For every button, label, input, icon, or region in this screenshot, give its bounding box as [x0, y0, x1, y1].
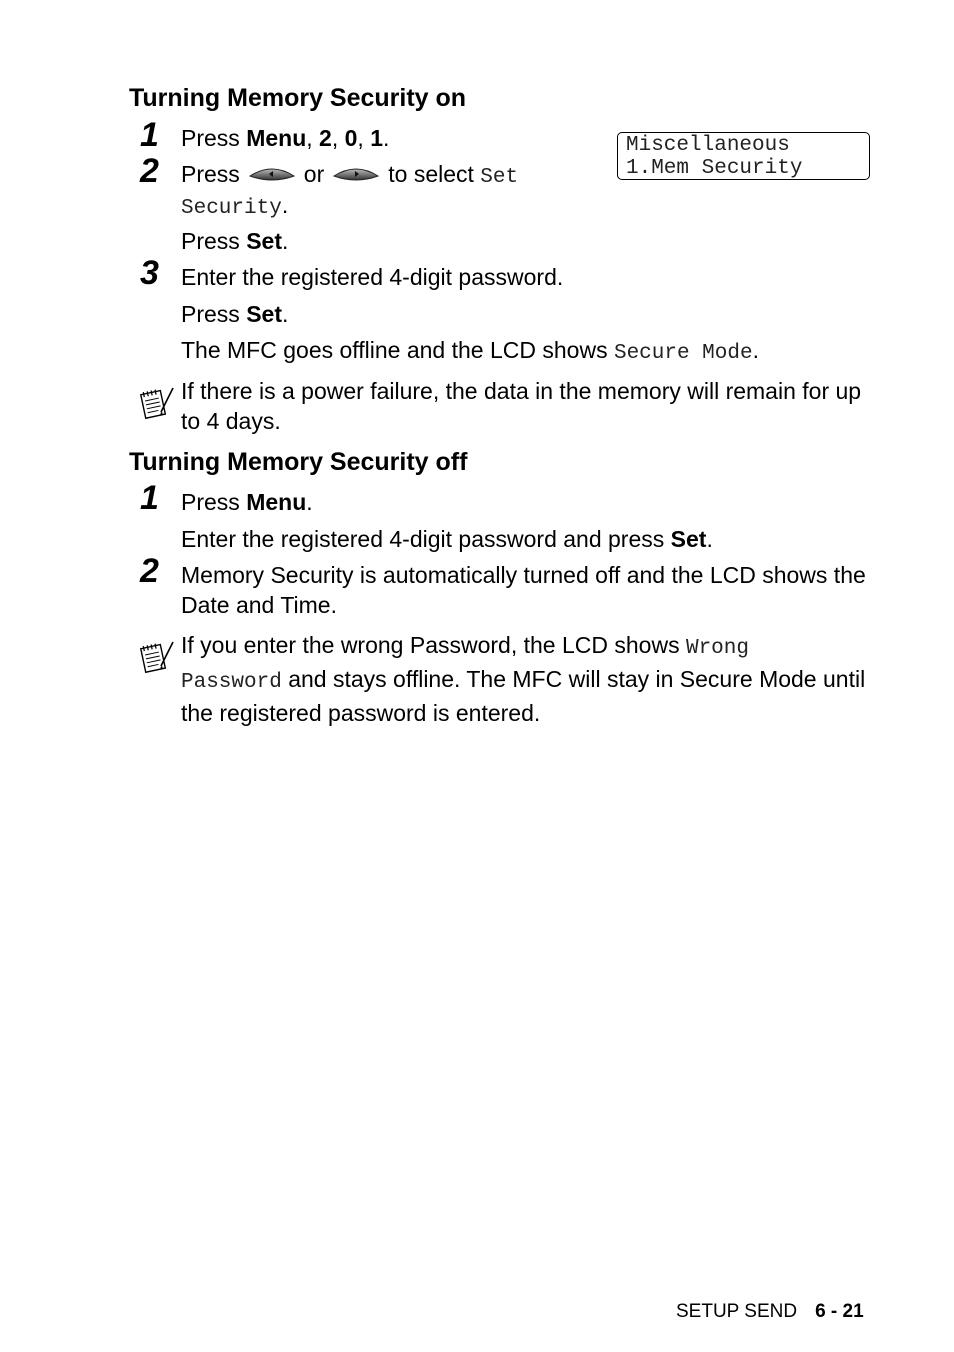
step-3-press-set: Press Set.: [181, 301, 289, 327]
step-1-off-text: Press Menu.: [181, 489, 313, 515]
step-number-2-off: 2: [140, 552, 159, 590]
step-2-text: Press or to select Set: [181, 161, 519, 189]
note-pad-icon-2: [137, 638, 175, 676]
step-3-offline-text: The MFC goes offline and the LCD shows Secure Mode.: [181, 337, 759, 365]
heading-memory-security-on: Turning Memory Security on: [129, 84, 467, 112]
note-wrong-password: If you enter the wrong Password, the LCD shows Wrong Password and stays offline. The MFC will stay in Secure Mode until the registered password is entered.: [181, 632, 866, 726]
lcd-line-1: Miscellaneous: [626, 134, 790, 157]
right-arrow-button-icon: [332, 161, 380, 191]
step-2-off-text: Memory Security is automatically turned off and the LCD shows the Date and Time.: [181, 562, 866, 618]
left-arrow-button-icon: [248, 161, 296, 191]
step-1-off-password: Enter the registered 4-digit password and press Set.: [181, 526, 713, 552]
step-3-text: Enter the registered 4-digit password.: [181, 264, 564, 290]
step-number-1-off: 1: [140, 479, 159, 517]
page-number: 6 - 21: [815, 1301, 864, 1322]
step-1-text: Press Menu, 2, 0, 1.: [181, 125, 390, 151]
footer-section: SETUP SEND: [676, 1301, 798, 1322]
page-footer: [676, 1301, 864, 1323]
lcd-line-2: 1.Mem Security: [626, 157, 803, 180]
lcd-display: [617, 132, 870, 180]
note-power-failure: If there is a power failure, the data in the memory will remain for up to 4 days.: [181, 378, 862, 434]
step-number-1: 1: [140, 116, 159, 154]
step-number-3: 3: [140, 254, 159, 292]
step-number-2: 2: [140, 152, 159, 190]
note-pad-icon: [137, 384, 175, 422]
step-2-press-set: Press Set.: [181, 228, 289, 254]
step-2-text-cont: Security.: [181, 192, 289, 220]
heading-memory-security-off: Turning Memory Security off: [129, 448, 468, 476]
